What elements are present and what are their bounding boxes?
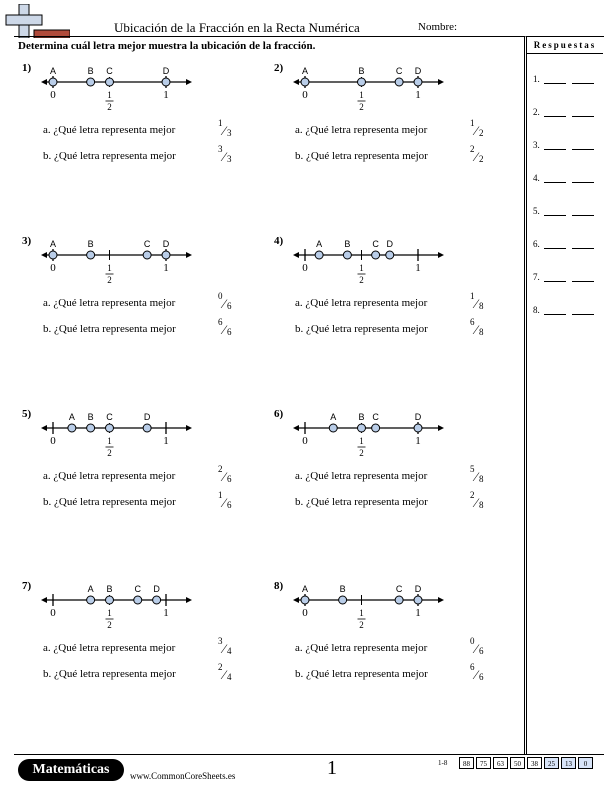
half-numerator: 1 <box>359 608 364 618</box>
point-label: B <box>339 584 346 594</box>
point-label: B <box>87 412 94 422</box>
point-marker <box>143 424 151 432</box>
tick-label-start: 0 <box>302 89 308 101</box>
question <box>43 636 232 656</box>
point-marker <box>87 78 95 86</box>
point-marker <box>358 424 366 432</box>
question-letter: b. <box>295 496 304 508</box>
answer-blank[interactable] <box>572 215 594 216</box>
question-text: ¿Qué letra representa mejor <box>53 124 176 136</box>
question-text: ¿Qué letra representa mejor <box>306 150 428 162</box>
instructions: Determina cuál letra mejor muestra la ubicación de la fracción. <box>18 40 316 52</box>
point-marker <box>372 424 380 432</box>
fraction-numerator: 2 <box>470 144 475 154</box>
half-denominator: 2 <box>107 102 112 112</box>
answer-blank[interactable] <box>544 314 566 315</box>
half-denominator: 2 <box>107 448 112 458</box>
answer-blank[interactable] <box>544 149 566 150</box>
question-text: ¿Qué letra representa mejor <box>54 150 176 162</box>
fraction-numerator: 1 <box>470 291 475 301</box>
fraction-denominator: 6 <box>227 474 232 484</box>
answer-slot[interactable] <box>533 206 603 216</box>
answer-blank[interactable] <box>544 182 566 183</box>
score-cell: 38 <box>527 757 542 769</box>
subject-badge: Matemáticas <box>18 759 124 781</box>
question <box>43 317 232 337</box>
fraction-numerator: 1 <box>218 118 223 128</box>
half-numerator: 1 <box>107 436 112 446</box>
fraction-denominator: 6 <box>227 500 232 510</box>
point-marker <box>343 251 351 259</box>
fraction-slash: ⁄ <box>475 322 478 337</box>
header-divider <box>14 36 524 37</box>
question-letter: b. <box>43 323 52 335</box>
point-marker <box>143 251 151 259</box>
point-marker <box>106 78 114 86</box>
point-label: C <box>106 412 113 422</box>
answers-title: Respuestas <box>533 40 597 50</box>
point-label: D <box>414 412 422 422</box>
left-arrow-icon <box>293 252 299 258</box>
point-marker <box>372 251 380 259</box>
point-label: A <box>330 412 337 422</box>
question-letter: a. <box>295 470 303 482</box>
question-letter: b. <box>295 323 304 335</box>
fraction-numerator: 1 <box>218 490 223 500</box>
half-denominator: 2 <box>107 620 112 630</box>
fraction-slash: ⁄ <box>223 641 226 656</box>
point-label: B <box>358 66 365 76</box>
tick-label-start: 0 <box>50 435 56 447</box>
question-text: ¿Qué letra representa mejor <box>54 668 176 680</box>
point-marker <box>414 78 422 86</box>
question <box>295 636 484 656</box>
answer-number: 8. <box>533 305 540 315</box>
fraction-numerator: 6 <box>218 317 223 327</box>
question <box>295 464 484 484</box>
problem-number: 4) <box>274 235 284 247</box>
fraction-denominator: 4 <box>227 672 232 682</box>
fraction-numerator: 5 <box>470 464 475 474</box>
point-marker <box>87 596 95 604</box>
fraction-slash: ⁄ <box>223 123 226 138</box>
question-letter: a. <box>43 124 51 136</box>
fraction-denominator: 3 <box>227 128 232 138</box>
answer-slot[interactable] <box>533 305 603 315</box>
question-text: ¿Qué letra representa mejor <box>306 496 428 508</box>
right-arrow-icon <box>186 425 192 431</box>
number-line <box>40 406 210 458</box>
question-letter: a. <box>43 642 51 654</box>
answer-number: 4. <box>533 173 540 183</box>
fraction-denominator: 6 <box>479 672 484 682</box>
point-marker <box>315 251 323 259</box>
point-marker <box>49 78 57 86</box>
question-text: ¿Qué letra representa mejor <box>305 297 428 309</box>
question <box>43 118 232 138</box>
fraction-numerator: 0 <box>218 291 223 301</box>
answer-blank[interactable] <box>544 116 566 117</box>
answer-number: 3. <box>533 140 540 150</box>
tick-label-end: 1 <box>163 607 169 619</box>
left-arrow-icon <box>293 425 299 431</box>
fraction-denominator: 6 <box>227 301 232 311</box>
question <box>43 291 232 311</box>
tick-label-end: 1 <box>415 262 421 274</box>
footer-divider <box>14 754 604 755</box>
question <box>295 144 484 164</box>
answer-blank[interactable] <box>572 83 594 84</box>
tick-label-start: 0 <box>302 607 308 619</box>
question-text: ¿Qué letra representa mejor <box>53 642 176 654</box>
point-label: D <box>162 66 170 76</box>
fraction-denominator: 2 <box>479 154 484 164</box>
point-marker <box>68 424 76 432</box>
tick-label-end: 1 <box>163 262 169 274</box>
fraction-slash: ⁄ <box>475 123 478 138</box>
answer-blank[interactable] <box>544 248 566 249</box>
half-denominator: 2 <box>107 275 112 285</box>
question-text: ¿Qué letra representa mejor <box>306 323 428 335</box>
answer-blank[interactable] <box>544 83 566 84</box>
question-text: ¿Qué letra representa mejor <box>305 642 428 654</box>
question <box>295 662 484 682</box>
fraction-numerator: 1 <box>470 118 475 128</box>
left-arrow-icon <box>41 597 47 603</box>
left-arrow-icon <box>41 79 47 85</box>
question-letter: a. <box>43 470 51 482</box>
question-letter: a. <box>295 297 303 309</box>
right-arrow-icon <box>438 79 444 85</box>
point-marker <box>106 424 114 432</box>
question-letter: a. <box>295 124 303 136</box>
point-label: C <box>143 239 151 249</box>
fraction-slash: ⁄ <box>475 667 478 682</box>
point-label: B <box>87 239 94 249</box>
number-line <box>292 60 462 112</box>
answer-blank[interactable] <box>572 314 594 315</box>
question <box>295 317 484 337</box>
question <box>295 118 484 138</box>
fraction-numerator: 6 <box>470 662 475 672</box>
question-letter: b. <box>295 668 304 680</box>
point-label: D <box>414 66 422 76</box>
half-numerator: 1 <box>359 90 364 100</box>
question-text: ¿Qué letra representa mejor <box>54 496 176 508</box>
number-line <box>40 60 210 112</box>
tick-label-end: 1 <box>415 89 421 101</box>
point-label: C <box>372 239 379 249</box>
tick-label-start: 0 <box>50 89 56 101</box>
answer-blank[interactable] <box>572 182 594 183</box>
fraction-denominator: 3 <box>227 154 232 164</box>
fraction-slash: ⁄ <box>223 149 226 164</box>
question-text: ¿Qué letra representa mejor <box>306 668 428 680</box>
score-cell: 0 <box>578 757 593 769</box>
fraction-slash: ⁄ <box>475 641 478 656</box>
point-marker <box>301 78 309 86</box>
fraction-slash: ⁄ <box>223 296 226 311</box>
fraction-denominator: 8 <box>479 327 484 337</box>
point-marker <box>153 596 161 604</box>
score-cell: 88 <box>459 757 474 769</box>
point-marker <box>395 596 403 604</box>
question-letter: b. <box>43 496 52 508</box>
number-line <box>292 578 462 630</box>
half-numerator: 1 <box>359 436 364 446</box>
point-marker <box>339 596 347 604</box>
answer-number: 6. <box>533 239 540 249</box>
answer-blank[interactable] <box>572 116 594 117</box>
question <box>295 291 484 311</box>
fraction-denominator: 8 <box>479 500 484 510</box>
point-label: B <box>106 584 113 594</box>
right-arrow-icon <box>186 252 192 258</box>
tick-label-start: 0 <box>50 262 56 274</box>
number-line <box>292 406 462 458</box>
score-cell: 13 <box>561 757 576 769</box>
score-cell: 63 <box>493 757 508 769</box>
question <box>43 144 232 164</box>
question <box>43 464 232 484</box>
question-text: ¿Qué letra representa mejor <box>305 470 428 482</box>
point-label: C <box>106 66 113 76</box>
fraction-slash: ⁄ <box>475 296 478 311</box>
fraction-denominator: 6 <box>479 646 484 656</box>
problem-number: 1) <box>22 62 32 74</box>
number-line <box>40 578 210 630</box>
point-label: A <box>68 412 75 422</box>
question <box>43 490 232 510</box>
fraction-slash: ⁄ <box>223 495 226 510</box>
left-arrow-icon <box>293 79 299 85</box>
question-text: ¿Qué letra representa mejor <box>53 297 176 309</box>
point-label: A <box>301 66 309 76</box>
fraction-denominator: 6 <box>227 327 232 337</box>
page-title: Ubicación de la Fracción en la Recta Numérica <box>114 20 360 35</box>
name-label: Nombre: <box>418 21 458 33</box>
question <box>295 490 484 510</box>
point-marker <box>358 78 366 86</box>
point-marker <box>395 78 403 86</box>
score-cell: 50 <box>510 757 525 769</box>
page-number: 1 <box>327 757 337 779</box>
point-marker <box>414 424 422 432</box>
score-cell: 25 <box>544 757 559 769</box>
point-label: A <box>49 66 57 76</box>
question-text: ¿Qué letra representa mejor <box>53 470 176 482</box>
fraction-numerator: 3 <box>218 144 223 154</box>
half-denominator: 2 <box>359 448 364 458</box>
half-denominator: 2 <box>359 102 364 112</box>
point-label: C <box>395 66 403 76</box>
tick-label-start: 0 <box>302 262 308 274</box>
question <box>43 662 232 682</box>
answer-blank[interactable] <box>572 149 594 150</box>
answer-blank[interactable] <box>544 281 566 282</box>
point-marker <box>87 424 95 432</box>
answer-number: 5. <box>533 206 540 216</box>
answer-blank[interactable] <box>572 248 594 249</box>
half-numerator: 1 <box>359 263 364 273</box>
right-arrow-icon <box>186 79 192 85</box>
point-label: D <box>162 239 170 249</box>
tick-label-end: 1 <box>415 607 421 619</box>
answer-blank[interactable] <box>572 281 594 282</box>
point-label: B <box>344 239 351 249</box>
question-letter: b. <box>43 150 52 162</box>
site-url: www.CommonCoreSheets.es <box>130 771 236 781</box>
point-label: D <box>143 412 151 422</box>
point-label: A <box>87 584 94 594</box>
fraction-numerator: 6 <box>470 317 475 327</box>
question-text: ¿Qué letra representa mejor <box>305 124 428 136</box>
answer-slot[interactable] <box>533 239 603 249</box>
point-marker <box>106 596 114 604</box>
fraction-slash: ⁄ <box>223 469 226 484</box>
fraction-slash: ⁄ <box>475 149 478 164</box>
point-label: D <box>386 239 393 249</box>
point-label: C <box>134 584 141 594</box>
right-arrow-icon <box>438 252 444 258</box>
point-marker <box>386 251 394 259</box>
fraction-denominator: 8 <box>479 474 484 484</box>
point-marker <box>162 251 170 259</box>
point-label: B <box>87 66 94 76</box>
fraction-denominator: 4 <box>227 646 232 656</box>
point-marker <box>134 596 142 604</box>
point-label: A <box>49 239 57 249</box>
fraction-slash: ⁄ <box>223 667 226 682</box>
answer-number: 2. <box>533 107 540 117</box>
half-denominator: 2 <box>359 620 364 630</box>
fraction-denominator: 8 <box>479 301 484 311</box>
point-label: C <box>372 412 379 422</box>
point-marker <box>329 424 337 432</box>
tick-label-start: 0 <box>50 607 56 619</box>
point-label: A <box>301 584 309 594</box>
problem-number: 3) <box>22 235 32 247</box>
point-marker <box>49 251 57 259</box>
tick-label-start: 0 <box>302 435 308 447</box>
right-arrow-icon <box>438 597 444 603</box>
answer-blank[interactable] <box>544 215 566 216</box>
point-marker <box>162 78 170 86</box>
point-label: B <box>358 412 365 422</box>
tick-label-end: 1 <box>415 435 421 447</box>
fraction-numerator: 3 <box>218 636 223 646</box>
number-line <box>292 233 462 285</box>
question-text: ¿Qué letra representa mejor <box>54 323 176 335</box>
right-arrow-icon <box>186 597 192 603</box>
answer-slot[interactable] <box>533 74 603 84</box>
half-numerator: 1 <box>107 608 112 618</box>
point-label: A <box>316 239 323 249</box>
point-marker <box>87 251 95 259</box>
answer-slot[interactable] <box>533 272 603 282</box>
left-arrow-icon <box>293 597 299 603</box>
problem-number: 8) <box>274 580 284 592</box>
point-label: D <box>414 584 422 594</box>
fraction-slash: ⁄ <box>475 495 478 510</box>
fraction-numerator: 0 <box>470 636 475 646</box>
fraction-slash: ⁄ <box>475 469 478 484</box>
plus-logo-icon <box>4 4 70 38</box>
question-letter: b. <box>295 150 304 162</box>
answer-slot[interactable] <box>533 173 603 183</box>
problem-number: 2) <box>274 62 284 74</box>
half-denominator: 2 <box>359 275 364 285</box>
problem-number: 6) <box>274 408 284 420</box>
half-numerator: 1 <box>107 90 112 100</box>
fraction-slash: ⁄ <box>223 322 226 337</box>
question-letter: a. <box>43 297 51 309</box>
point-label: D <box>153 584 160 594</box>
half-numerator: 1 <box>107 263 112 273</box>
answer-number: 7. <box>533 272 540 282</box>
answer-number: 1. <box>533 74 540 84</box>
fraction-denominator: 2 <box>479 128 484 138</box>
problem-number: 5) <box>22 408 32 420</box>
point-label: C <box>395 584 403 594</box>
left-arrow-icon <box>41 425 47 431</box>
tick-label-end: 1 <box>163 435 169 447</box>
fraction-numerator: 2 <box>218 662 223 672</box>
question-letter: a. <box>295 642 303 654</box>
right-arrow-icon <box>438 425 444 431</box>
score-cell: 75 <box>476 757 491 769</box>
score-range-label: 1-8 <box>438 759 448 767</box>
point-marker <box>301 596 309 604</box>
left-arrow-icon <box>41 252 47 258</box>
fraction-numerator: 2 <box>218 464 223 474</box>
fraction-numerator: 2 <box>470 490 475 500</box>
question-letter: b. <box>43 668 52 680</box>
answer-slot[interactable] <box>533 107 603 117</box>
problem-number: 7) <box>22 580 32 592</box>
point-marker <box>414 596 422 604</box>
answer-slot[interactable] <box>533 140 603 150</box>
tick-label-end: 1 <box>163 89 169 101</box>
answers-title-rule <box>527 53 603 54</box>
number-line <box>40 233 210 285</box>
